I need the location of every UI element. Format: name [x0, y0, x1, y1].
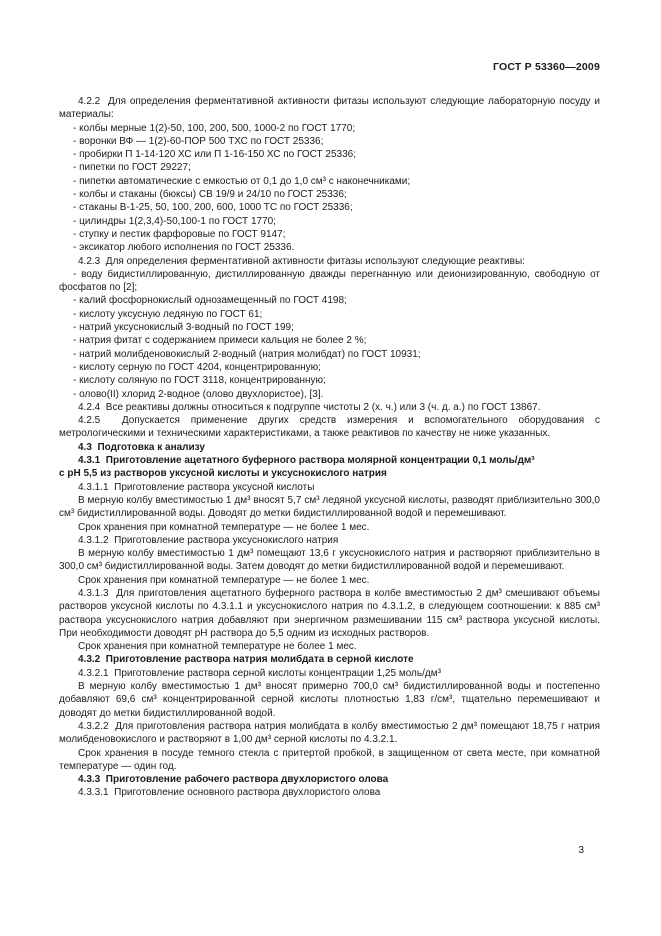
paragraph: Срок хранения в посуде темного стекла с притертой пробкой, в защищенном от света месте, при комнатной температуре — один год.: [59, 747, 600, 772]
list-item: - пипетки автоматические с емкостью от 0,1 до 1,0 см³ с наконечниками;: [73, 175, 411, 187]
section-heading: 4.3.3 Приготовление рабочего раствора двухлористого олова: [78, 774, 389, 786]
paragraph: 4.3.3.1 Приготовление основного раствора двухлористого олова: [78, 787, 381, 799]
list-item: - воду бидистиллированную, дистиллированную дважды перегнанную или деионизированную, свободную от фосфатов по [2];: [59, 268, 600, 294]
paragraph: 4.2.5 Допускается применение других средств измерения и вспомогательного оборудования с метрологическими и техническими характеристиками, а также реактивов по качеству не ниже указанных.: [59, 415, 600, 440]
list-item: - кислоту соляную по ГОСТ 3118, концентрированную;: [73, 375, 326, 387]
list-item: - колбы и стаканы (бюксы) СВ 19/9 и 24/10 по ГОСТ 25336;: [73, 189, 347, 201]
document-header: [493, 61, 600, 73]
list-item: - колбы мерные 1(2)-50, 100, 200, 500, 1000-2 по ГОСТ 1770;: [73, 122, 356, 134]
paragraph: Срок хранения при комнатной температуре не более 1 мес.: [78, 641, 357, 653]
paragraph: 4.2.4 Все реактивы должны относиться к подгруппе чистоты 2 (х. ч.) или 3 (ч. д. а.) по ГОСТ 13867.: [78, 401, 541, 413]
list-item: - калий фосфорнокислый однозамещенный по ГОСТ 4198;: [73, 295, 347, 307]
page-number: 3: [578, 845, 584, 856]
list-item: - пробирки П 1-14-120 ХС или П 1-16-150 ХС по ГОСТ 25336;: [73, 149, 357, 161]
list-item: - натрия фитат с содержанием примеси кальция не более 2 %;: [73, 335, 367, 347]
list-item: - ступку и пестик фарфоровые по ГОСТ 9147;: [73, 228, 286, 240]
paragraph: В мерную колбу вместимостью 1 дм³ вносят 5,7 см³ ледяной уксусной кислоты, разводят приблизительно 300,0 см³ бидистиллированной воды. Доводят до метки бидистиллированной водой и перемешивают.: [59, 494, 600, 520]
paragraph: 4.3.1.1 Приготовление раствора уксусной кислоты: [78, 481, 315, 493]
list-item: - кислоту уксусную ледяную по ГОСТ 61;: [73, 308, 263, 320]
list-item: - натрий уксуснокислый 3-водный по ГОСТ 199;: [73, 322, 294, 334]
section-heading: 4.3.1 Приготовление ацетатного буферного раствора молярной концентрации 0,1 моль/дм³: [78, 455, 535, 467]
list-item: - стаканы В-1-25, 50, 100, 200, 600, 1000 ТС по ГОСТ 25336;: [73, 202, 353, 214]
paragraph: 4.3.1.2 Приготовление раствора уксуснокислого натрия: [78, 534, 339, 546]
paragraph: 4.2.3 Для определения ферментативной активности фитазы используют следующие реактивы:: [78, 255, 525, 267]
list-item: - натрий молибденовокислый 2-водный (натрия молибдат) по ГОСТ 10931;: [73, 348, 421, 360]
list-item: - кислоту серную по ГОСТ 4204, концентрированную;: [73, 361, 321, 373]
paragraph: 4.3.1.3 Для приготовления ацетатного буферного раствора в колбе вместимостью 2 дм³ смешивают объемы растворов уксусной кислоты по 4.3.1.1 и уксуснокислого натрия по 4.3.1.2, в следующем соотношении: к 885 см³ раствора уксуснокислого натрия добавляют при энергичном размешивании 115 см³ раствора уксусной кислоты. При необходимости доводят pH раствора до 5,5 одним из исходных растворов.: [59, 587, 600, 639]
paragraph: 4.3.2.2 Для приготовления раствора натрия молибдата в колбу вместимостью 2 дм³ помещают 18,75 г натрия молибденовокислого и растворяют в 1,00 дм³ серной кислоты по 4.3.2.1.: [59, 720, 600, 746]
list-item: - воронки ВФ — 1(2)-60-ПОР 500 ТХС по ГОСТ 25336;: [73, 135, 324, 147]
paragraph: 4.3.2.1 Приготовление раствора серной кислоты концентрации 1,25 моль/дм³: [78, 667, 441, 679]
list-item: - эксикатор любого исполнения по ГОСТ 25336.: [73, 242, 295, 254]
section-heading: 4.3.2 Приготовление раствора натрия молибдата в серной кислоте: [78, 654, 414, 666]
paragraph: В мерную колбу вместимостью 1 дм³ вносят примерно 700,0 см³ бидистиллированной воды и постепенно добавляют 69,6 см³ концентрированной серной кислоты плотностью 1,83 г/см³, тщательно перемешивают и доводят до метки бидистиллированной водой.: [59, 681, 600, 719]
list-item: - пипетки по ГОСТ 29227;: [73, 162, 191, 174]
standard-number: ГОСТ Р 53360—2009: [492, 61, 600, 73]
paragraph: 4.2.2 Для определения ферментативной активности фитазы используют следующие лабораторную посуду и материалы:: [59, 96, 600, 121]
paragraph: Срок хранения при комнатной температуре — не более 1 мес.: [78, 521, 370, 533]
paragraph: В мерную колбу вместимостью 1 дм³ помещают 13,6 г уксуснокислого натрия и растворяют приблизительно в 300,0 см³ бидистиллированной воды. Затем доводят до метки бидистиллированной водой и перемешивают.: [59, 548, 600, 573]
paragraph: Срок хранения при комнатной температуре — не более 1 мес.: [78, 574, 370, 586]
section-heading-continuation: с pH 5,5 из растворов уксусной кислоты и уксуснокислого натрия: [59, 468, 387, 480]
list-item: - олово(II) хлорид 2-водное (олово двухлористое), [3].: [73, 388, 324, 400]
list-item: - цилиндры 1(2,3,4)-50,100-1 по ГОСТ 1770;: [73, 215, 276, 227]
section-heading: 4.3 Подготовка к анализу: [78, 441, 205, 453]
document-body: [59, 95, 600, 800]
